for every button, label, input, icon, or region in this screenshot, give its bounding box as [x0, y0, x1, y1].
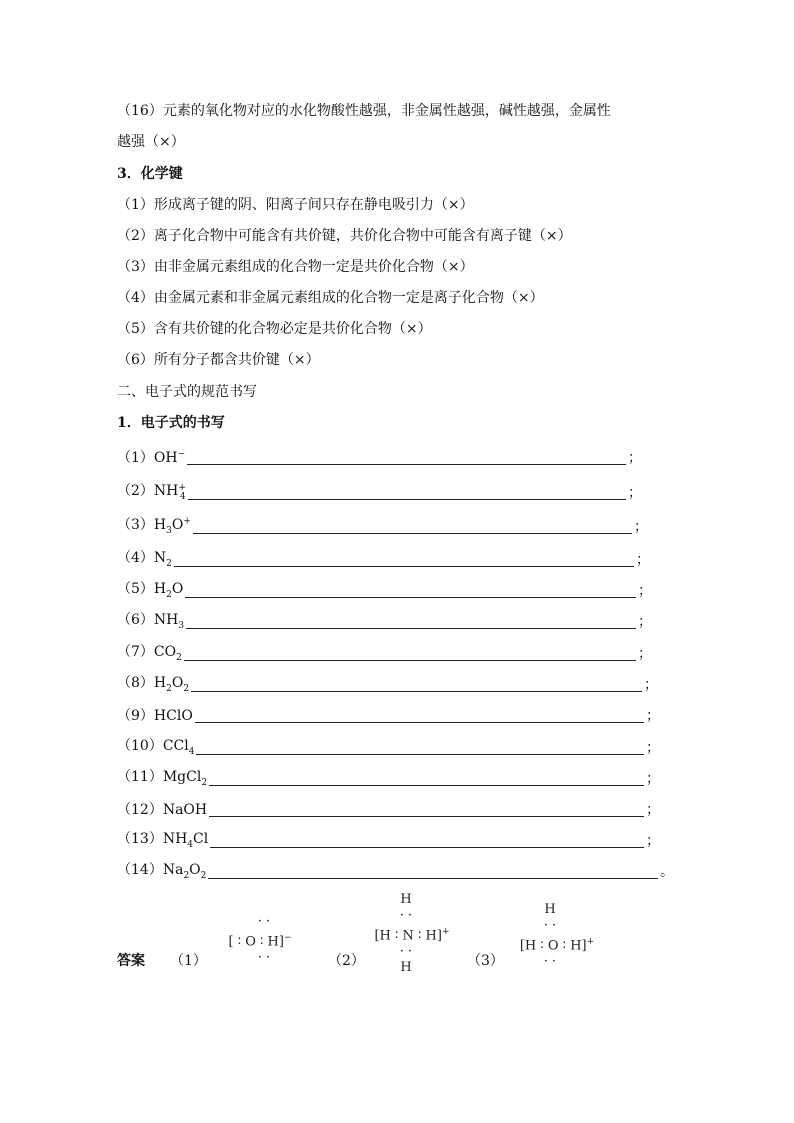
answer-blank[interactable] — [174, 552, 634, 567]
blank-row: $(2)NH^+_4$ ； — [117, 482, 642, 502]
section-3-item-4: （4）由金属元素和非金属元素组成的化合物一定是离子化合物（×） — [117, 290, 544, 306]
blank-row: （10）CCl$_4$ ； — [117, 737, 660, 757]
blank-row: $(5)H_2O$ ； — [117, 580, 652, 600]
answer-blank[interactable] — [193, 519, 632, 534]
blank-label: $(13)NH_4Cl$ — [117, 831, 209, 850]
blank-label: $(3)H_3O^+$ — [117, 516, 191, 536]
answer-blank[interactable] — [209, 802, 644, 817]
section-3-item-2: （2）离子化合物中可能含有共价键，共价化合物中可能含有离子键（×） — [117, 228, 572, 244]
answer-blank[interactable] — [185, 583, 636, 598]
para-16-line2: 越强（×） — [117, 134, 185, 150]
answer-label: 答案 — [117, 953, 145, 969]
electron-formula-oh: · · [ ∶ O ∶ H]− · · — [228, 914, 292, 966]
blank-row: （11）MgCl$_2$ ； — [117, 768, 660, 788]
blank-row: $(13)NH_4Cl$ ； — [117, 830, 660, 850]
blank-label: （1）OH− — [117, 449, 186, 466]
electron-formula-nh4: H · · [H ∶ N ∶ H]+ · · H — [374, 892, 450, 976]
blank-label: （9）HClO — [117, 708, 193, 724]
part-2-sub-heading: 1．电子式的书写 — [117, 415, 225, 431]
part-2-heading: 二、电子式的规范书写 — [117, 384, 257, 400]
blank-label: $(6)NH_3$ — [117, 612, 185, 631]
answer-blank[interactable] — [196, 740, 644, 755]
answer-blank[interactable] — [184, 646, 636, 661]
answer-blank[interactable] — [188, 485, 626, 500]
section-3-item-3: （3）由非金属元素组成的化合物一定是共价化合物（×） — [117, 259, 474, 275]
blank-label: $(8)H_2O_2$ — [117, 675, 190, 694]
answer-blank[interactable] — [208, 864, 658, 879]
answer-number-1: （1） — [170, 953, 207, 969]
blank-label: $(4)N_2$ — [117, 550, 172, 569]
answer-blank[interactable] — [187, 450, 626, 465]
answer-blank[interactable] — [191, 677, 642, 692]
blank-row: $(3)H_3O^+$ ； — [117, 516, 648, 536]
answer-number-2: （2） — [328, 953, 365, 969]
answer-blank[interactable] — [195, 708, 644, 723]
blank-label: $(2)NH^+_4$ — [117, 482, 186, 502]
section-3-item-1: （1）形成离子键的阴、阳离子间只存在静电吸引力（×） — [117, 197, 474, 213]
blank-row: $(6)NH_3$ ； — [117, 611, 652, 631]
answer-number-3: （3） — [467, 953, 504, 969]
blank-row: $(7)CO_2$ ； — [117, 643, 652, 663]
answer-blank[interactable] — [209, 771, 644, 786]
section-3-item-5: （5）含有共价键的化合物必定是共价化合物（×） — [117, 321, 432, 337]
blank-label: $(14)Na_2O_2$ — [117, 862, 207, 881]
blank-label: $(7)CO_2$ — [117, 644, 182, 663]
section-3-item-6: （6）所有分子都含共价键（×） — [117, 352, 320, 368]
electron-formula-h3o: H · · [H ∶ O ∶ H]+ · · — [519, 902, 595, 970]
blank-row: $(14)Na_2O_2$ 。 — [117, 861, 674, 881]
blank-row: $(8)H_2O_2$ ； — [117, 674, 658, 694]
blank-label: （11）MgCl$_2$ — [117, 769, 208, 788]
blank-row: $(4)N_2$ ； — [117, 549, 650, 569]
blank-label: （12）NaOH — [117, 802, 208, 818]
section-3-heading: 3．化学键 — [117, 166, 183, 182]
para-16-line1: （16）元素的氧化物对应的水化物酸性越强，非金属性越强，碱性越强，金属性 — [117, 103, 611, 119]
answer-blank[interactable] — [210, 833, 644, 848]
blank-row: （9）HClO ； — [117, 705, 660, 725]
blank-label: $(5)H_2O$ — [117, 581, 184, 600]
blank-label: （10）CCl$_4$ — [117, 738, 195, 757]
blank-row: （12）NaOH ； — [117, 799, 660, 819]
blank-row: （1）OH− ； — [117, 447, 642, 467]
answer-blank[interactable] — [186, 614, 636, 629]
